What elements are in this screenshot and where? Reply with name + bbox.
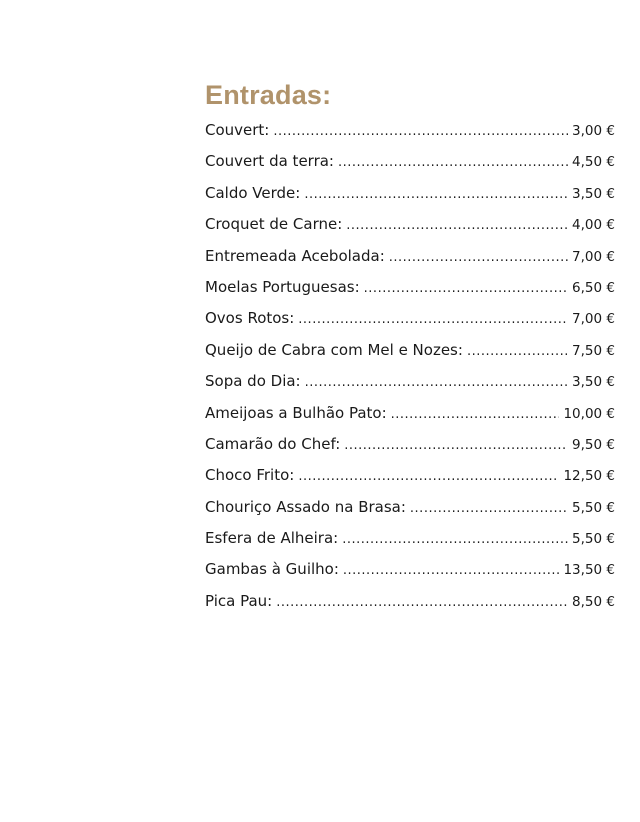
menu-item-name: Couvert da terra: xyxy=(205,152,334,171)
menu-item-name: Moelas Portuguesas: xyxy=(205,277,360,296)
menu-item-name: Sopa do Dia: xyxy=(205,372,301,391)
dot-leader xyxy=(364,281,568,296)
menu-item-name: Caldo Verde: xyxy=(205,183,301,202)
menu-item-price: 4,50 € xyxy=(572,154,615,171)
menu-item-name: Ovos Rotos: xyxy=(205,309,295,328)
menu-section xyxy=(205,78,615,623)
menu-item xyxy=(205,278,615,309)
menu-item-list xyxy=(205,121,615,623)
menu-item-price: 8,50 € xyxy=(572,593,615,610)
menu-item-price: 5,50 € xyxy=(572,531,615,548)
menu-item-price: 6,50 € xyxy=(572,279,615,296)
menu-item-price: 7,00 € xyxy=(572,248,615,265)
menu-item xyxy=(205,466,615,497)
section-title: Entradas: xyxy=(205,80,332,110)
menu-item xyxy=(205,529,615,560)
dot-leader xyxy=(305,375,568,390)
menu-item-name: Entremeada Acebolada: xyxy=(205,246,385,265)
menu-item xyxy=(205,309,615,340)
menu-item-price: 4,00 € xyxy=(572,217,615,234)
menu-item-price: 13,50 € xyxy=(563,562,615,579)
menu-item xyxy=(205,121,615,152)
dot-leader xyxy=(410,501,568,516)
menu-item-name: Couvert: xyxy=(205,121,270,139)
dot-leader xyxy=(344,438,568,453)
menu-item-name: Ameijoas a Bulhão Pato: xyxy=(205,403,387,422)
menu-item xyxy=(205,341,615,372)
dot-leader xyxy=(391,407,560,422)
menu-item xyxy=(205,215,615,246)
menu-item xyxy=(205,184,615,215)
menu-item xyxy=(205,372,615,403)
menu-item-price: 7,50 € xyxy=(572,342,615,359)
dot-leader xyxy=(276,595,568,610)
menu-item-price: 5,50 € xyxy=(572,499,615,516)
menu-item-name: Gambas à Guilho: xyxy=(205,560,339,579)
dot-leader xyxy=(342,532,568,547)
menu-item-price: 3,50 € xyxy=(572,374,615,391)
menu-item-name: Croquet de Carne: xyxy=(205,215,343,234)
dot-leader xyxy=(343,563,560,578)
menu-item-name: Queijo de Cabra com Mel e Nozes: xyxy=(205,340,463,359)
menu-item xyxy=(205,498,615,529)
menu-item-price: 9,50 € xyxy=(572,436,615,453)
menu-item-price: 3,00 € xyxy=(572,123,615,139)
dot-leader xyxy=(304,187,568,202)
menu-item xyxy=(205,404,615,435)
menu-item xyxy=(205,592,615,623)
dot-leader xyxy=(338,155,568,170)
menu-item-name: Camarão do Chef: xyxy=(205,434,341,453)
menu-item-price: 12,50 € xyxy=(563,468,615,485)
menu-item xyxy=(205,435,615,466)
menu-item xyxy=(205,247,615,278)
menu-item xyxy=(205,560,615,591)
menu-item-name: Choco Frito: xyxy=(205,466,295,485)
dot-leader xyxy=(273,124,568,139)
menu-item-price: 10,00 € xyxy=(563,405,615,422)
dot-leader xyxy=(298,469,559,484)
menu-item-name: Esfera de Alheira: xyxy=(205,529,339,548)
menu-item-price: 7,00 € xyxy=(572,311,615,328)
dot-leader xyxy=(298,312,568,327)
menu-item-name: Chouriço Assado na Brasa: xyxy=(205,497,406,516)
menu-item-name: Pica Pau: xyxy=(205,591,273,610)
dot-leader xyxy=(389,250,568,265)
menu-item-price: 3,50 € xyxy=(572,185,615,202)
dot-leader xyxy=(467,344,568,359)
dot-leader xyxy=(346,218,568,233)
menu-item xyxy=(205,152,615,183)
